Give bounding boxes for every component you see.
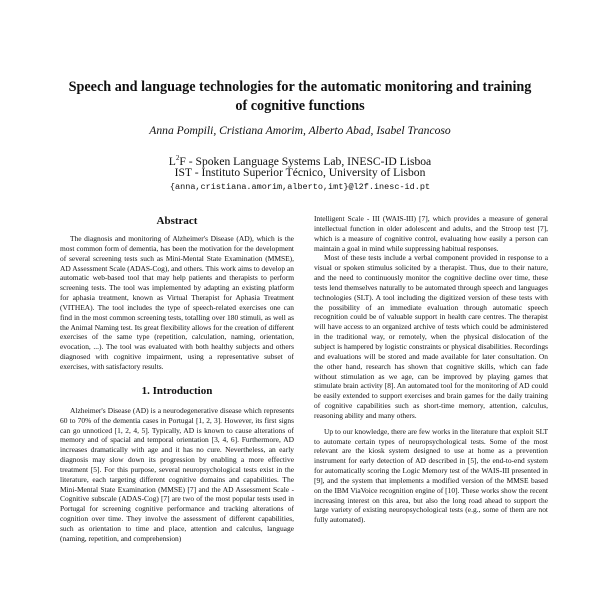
author-list: Anna Pompili, Cristiana Amorim, Alberto Abad, Isabel Trancoso xyxy=(149,124,451,137)
left-column xyxy=(60,214,294,544)
paper-title xyxy=(40,78,560,116)
right-paragraph-2: Most of these tests include a verbal component provided in response to a visual or spoken stimulus solicited by a therapist. Thus, due to their nature, and the need to continuously monitor the cognitive decline over time, these tests lend themselves naturally to be automated through speech and languages technologies (SLT). A tool including the digitized version of these tests with the possibility of an immediate evaluation through automatic speech recognition could be of valuable support in health care centres. The therapist will have access to an organized archive of tests which could be administered in the traditional way, or remotely, when the physical dislocation of the subject is hampered by logistic constraints or physical disabilities. Recordings and evaluations will be stored and made available for later consultation. On the other hand, research has shown that cognitive skills, which can fade without stimulation as we age, can be improved by playing games that stimulate brain activity [8]. An automated tool for the monitoring of AD could be easily extended to support exercises and brain games for the daily training of cognitive capabilities such as short-time memory, attention, calculus, reasoning ability and many others. xyxy=(314,253,548,420)
right-paragraph-3: Up to our knowledge, there are few works in the literature that exploit SLT to automate certain types of neuropsychological tests. Some of the most relevant are the kiosk system designed to use at home as a prevention instrument for early detection of AD described in [5], the end-to-end system for automatically scoring the Logic Memory test of the WAIS-III presented in [9], and the system that implements a modified version of the MMSE based on the IBM ViaVoice recognition engine of [10]. These works show the recent increasing interest on this area, but also the long road ahead to support the large variety of existing neuropsychological tests (e.g., some of them are not fully automated). xyxy=(314,426,548,525)
abstract-text: The diagnosis and monitoring of Alzheimer's Disease (AD), which is the most common form of dementia, has been the motivation for the development of several screening tests such as Mini-Mental State Examination (MMSE), AD Assessment Scale (ADAS-Cog), and others. This work aims to develop an automatic web-based tool that may help patients and therapists to perform screening tests. The tool was implemented by adapting an existing platform for aphasia treatment, known as Virtual Therapist for Aphasia Treatment (VITHEA). The tool includes the type of speech-related exercises one can find in the most common screening tests, totalling over 180 stimuli, as well as the Animal Naming test. Its great flexibility allows for the creation of different exercises of the same type (repetition, calculation, naming, orientation, evocation, ...). The tool was evaluated with both healthy subjects and others diagnosed with cognitive impairment, using a representative subset of exercises, with satisfactory results. xyxy=(60,234,294,371)
abstract-heading: Abstract xyxy=(156,215,198,227)
introduction-heading: 1. Introduction xyxy=(141,384,213,397)
lab-name: F - Spoken Language Systems Lab, INESC-ID Lisboa xyxy=(179,154,432,168)
affiliation-institute: IST - Instituto Superior Técnico, University of Lisbon xyxy=(174,166,426,179)
author-emails: {anna,cristiana.amorim,alberto,imt}@l2f.inesc-id.pt xyxy=(169,182,431,192)
lab-superscript: 2 xyxy=(175,154,180,162)
right-column xyxy=(314,214,548,525)
lab-prefix: L xyxy=(168,154,176,168)
title-line-2: of cognitive functions xyxy=(235,98,365,114)
introduction-text: Alzheimer's Disease (AD) is a neurodegenerative disease which represents 60 to 70% of the dementia cases in Portugal [1, 2, 3]. However, its first signs can go unnoticed [1, 2, 4, 5]. Typically, AD is known to cause alterations of memory and of spacial and temporal orientation [3, 4, 6]. Furthermore, AD increases dramatically with age and it has no cure. Nevertheless, an early diagnosis may slow down its progression by enabling a more effective treatment [5]. For this purpose, several neuropsychological tests exist in the literature, each targeting different cognitive domains and capabilities. The Mini-Mental State Examination (MMSE) [7] and the AD Assessment Scale - Cognitive subscale (ADAS-Cog) [7] are two of the most popular tests used in Portugal for screening cognitive performance and tracking alterations of cognition over time. They involve the assessment of different capabilities, such as orientation to time and place, attention and calculus, language (naming, repetition, and comprehension) xyxy=(60,405,294,543)
title-line-1: Speech and language technologies for the automatic monitoring and training xyxy=(68,79,532,95)
right-paragraph-1: Intelligent Scale - III (WAIS-III) [7], which provides a measure of general intellectual function in older adolescent and adults, and the Stroop test [7], which is a measure of cognitive control, evaluating how easily a person can maintain a goal in mind while suppressing habitual responses. xyxy=(314,214,548,253)
